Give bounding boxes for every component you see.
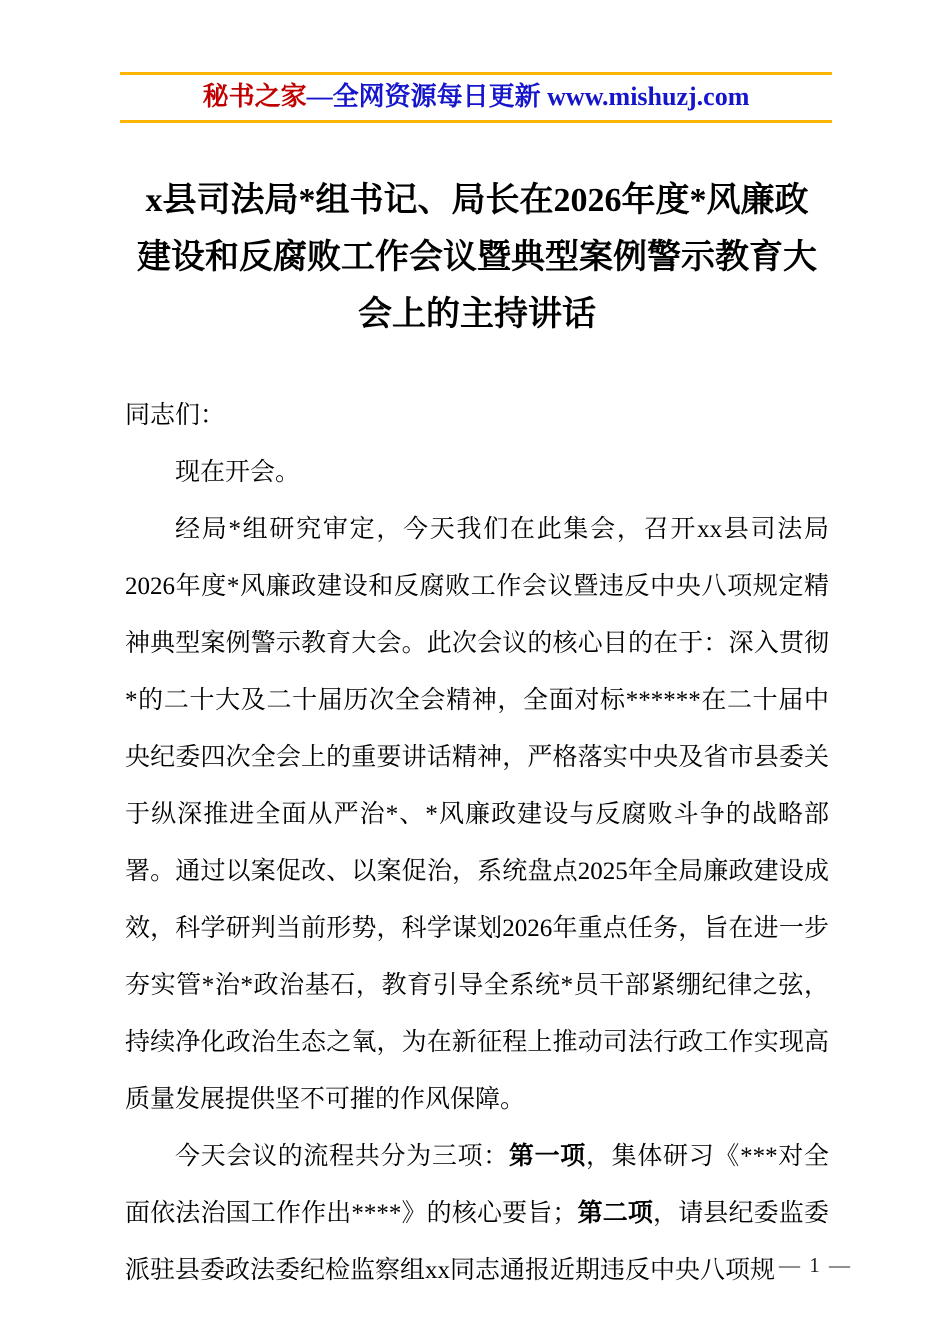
text-run: 第一项 bbox=[508, 1143, 586, 1170]
text-run: ，集体研习《***对全面依法治国工作作出****》的核心要旨； bbox=[125, 1143, 829, 1227]
text-run: 现在开会。 bbox=[175, 459, 301, 486]
text-run: 同志们： bbox=[125, 402, 226, 429]
header-text bbox=[120, 75, 832, 120]
header-rule-bottom bbox=[120, 120, 832, 123]
document-content bbox=[125, 172, 829, 1284]
text-run: 今天会议的流程共分为三项： bbox=[175, 1143, 509, 1170]
paragraph bbox=[125, 444, 829, 501]
document-title: x县司法局*组书记、局长在2026年度*风廉政建设和反腐败工作会议暨典型案例警示教育大会上的主持讲话 bbox=[137, 182, 817, 333]
paragraph bbox=[125, 387, 829, 444]
site-url-link[interactable]: www.mishuzj.com bbox=[547, 82, 750, 111]
site-header bbox=[120, 72, 832, 123]
site-tagline: —全网资源每日更新 bbox=[306, 82, 548, 111]
page-footer bbox=[779, 1253, 852, 1278]
text-run: 第二项 bbox=[577, 1200, 654, 1227]
text-run: 经局*组研究审定，今天我们在此集会，召开xx县司法局2026年度*风廉政建设和反腐败工作会议暨违反中央八项规定精神典型案例警示教育大会。此次会议的核心目的在于：深入贯彻*的二十大及二十届历次全会精神，全面对标******在二十届中央纪委四次全会上的重要讲话精神，严格落实中央及省市县委关于纵深推进全面从严治*、*风廉政建设与反腐败斗争的战略部署。通过以案促改、以案促治，系统盘点2025年全局廉政建设成效，科学研判当前形势，科学谋划2026年重点任务，旨在进一步夯实管*治*政治基石，教育引导全系统*员干部紧绷纪律之弦，持续净化政治生态之氧，为在新征程上推动司法行政工作实现高质量发展提供坚不可摧的作风保障。 bbox=[125, 516, 829, 1113]
page-number: — 1 — bbox=[779, 1253, 852, 1277]
text-run: ，请县纪委监委派驻县委政法委纪检监察组xx同志通报近期违反中央八项规 bbox=[125, 1200, 829, 1284]
document-body bbox=[125, 387, 829, 1299]
paragraph bbox=[125, 501, 829, 1128]
site-name: 秘书之家 bbox=[202, 82, 307, 111]
paragraph bbox=[125, 1128, 829, 1299]
